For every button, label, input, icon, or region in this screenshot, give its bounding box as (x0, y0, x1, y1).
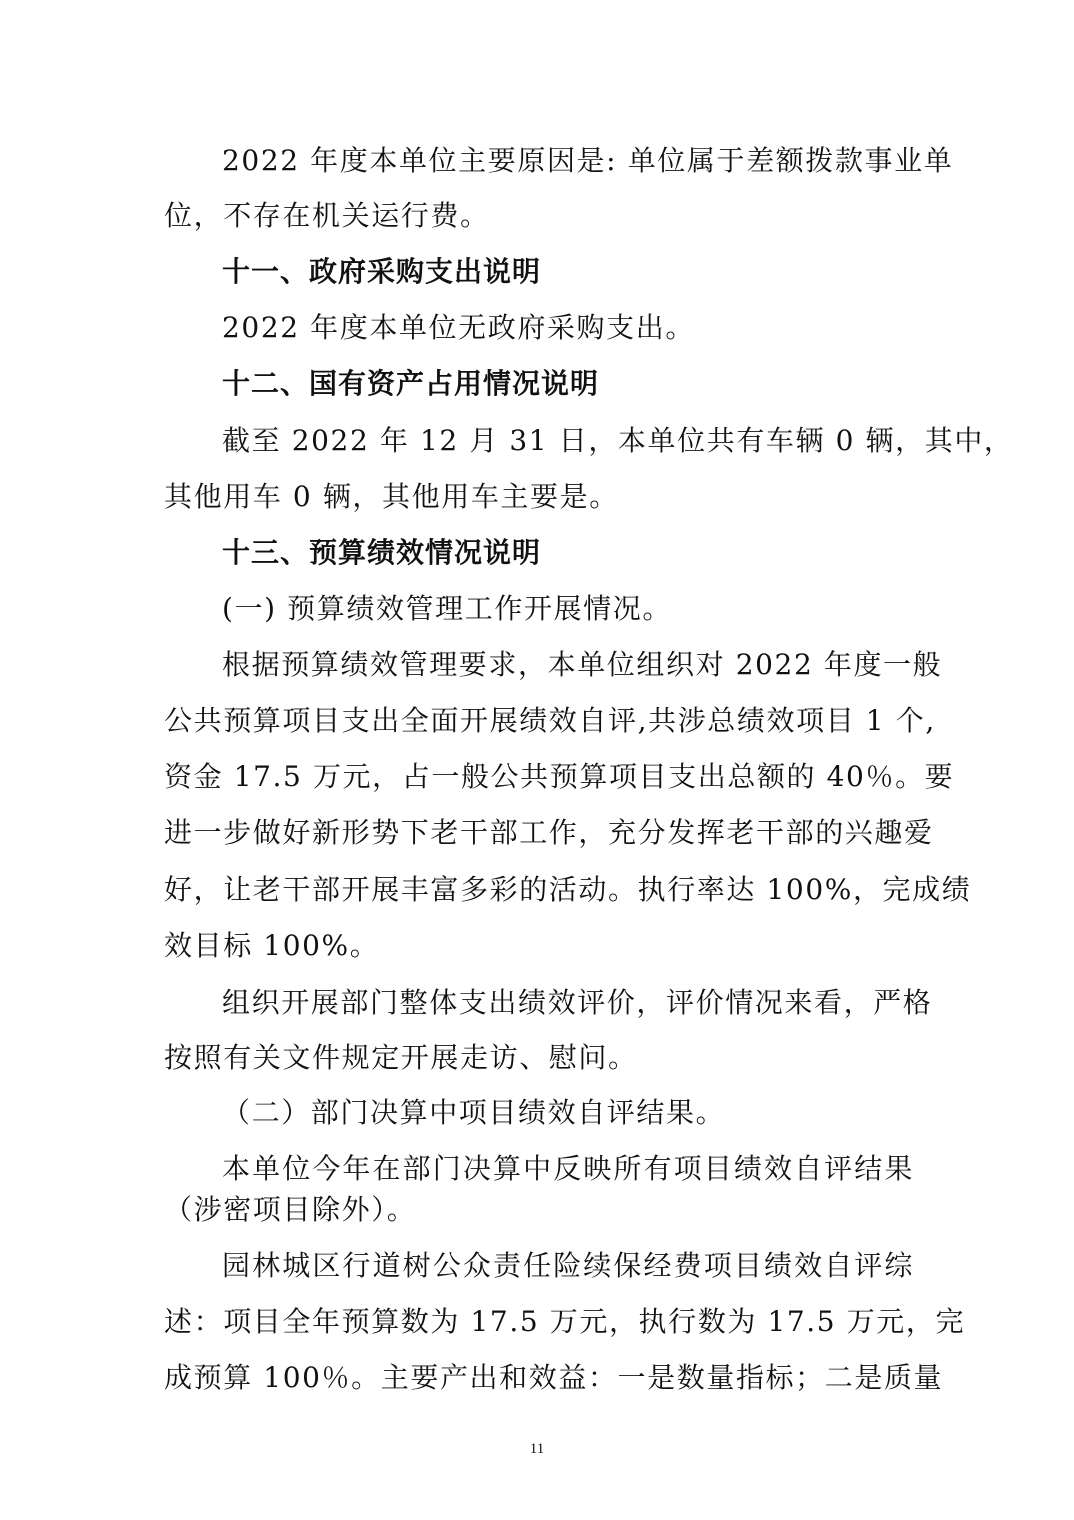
subsection-heading: (一) 预算绩效管理工作开展情况。 (222, 592, 672, 625)
paragraph-line: 述：项目全年预算数为 17.5 万元，执行数为 17.5 万元，完 (164, 1305, 966, 1338)
paragraph-line: 公共预算项目支出全面开展绩效自评,共涉总绩效项目 1 个, (164, 704, 936, 737)
section-heading-state-assets: 十二、国有资产占用情况说明 (222, 367, 600, 400)
paragraph-line: 2022 年度本单位主要原因是: 单位属于差额拨款事业单 (222, 144, 954, 177)
paragraph-line: 按照有关文件规定开展走访、慰问。 (164, 1041, 638, 1074)
section-heading-budget-performance: 十三、预算绩效情况说明 (222, 536, 542, 569)
paragraph-line: 其他用车 0 辆，其他用车主要是。 (164, 480, 619, 513)
subsection-heading: （二）部门决算中项目绩效自评结果。 (222, 1096, 726, 1129)
section-heading-procurement: 十一、政府采购支出说明 (222, 255, 542, 288)
paragraph-line: （涉密项目除外）。 (164, 1193, 417, 1226)
paragraph-line: 位，不存在机关运行费。 (164, 199, 490, 232)
paragraph-line: 本单位今年在部门决算中反映所有项目绩效自评结果 (222, 1152, 914, 1185)
paragraph-line: 好，让老干部开展丰富多彩的活动。执行率达 100%，完成绩 (164, 873, 972, 906)
paragraph-line: 效目标 100%。 (164, 929, 380, 962)
paragraph-line: 截至 2022 年 12 月 31 日，本单位共有车辆 0 辆，其中， (222, 424, 1014, 457)
paragraph-line: 资金 17.5 万元，占一般公共预算项目支出总额的 40％。要 (164, 760, 955, 793)
paragraph-line: 组织开展部门整体支出绩效评价，评价情况来看，严格 (222, 986, 933, 1019)
paragraph-line: 进一步做好新形势下老干部工作，充分发挥老干部的兴趣爱 (164, 816, 934, 849)
page-number: 11 (529, 1441, 545, 1457)
paragraph-line: 成预算 100％。主要产出和效益：一是数量指标；二是质量 (164, 1361, 944, 1394)
paragraph-line: 根据预算绩效管理要求，本单位组织对 2022 年度一般 (222, 648, 943, 681)
paragraph-line: 园林城区行道树公众责任险续保经费项目绩效自评综 (222, 1249, 914, 1282)
paragraph-line: 2022 年度本单位无政府采购支出。 (222, 311, 695, 344)
